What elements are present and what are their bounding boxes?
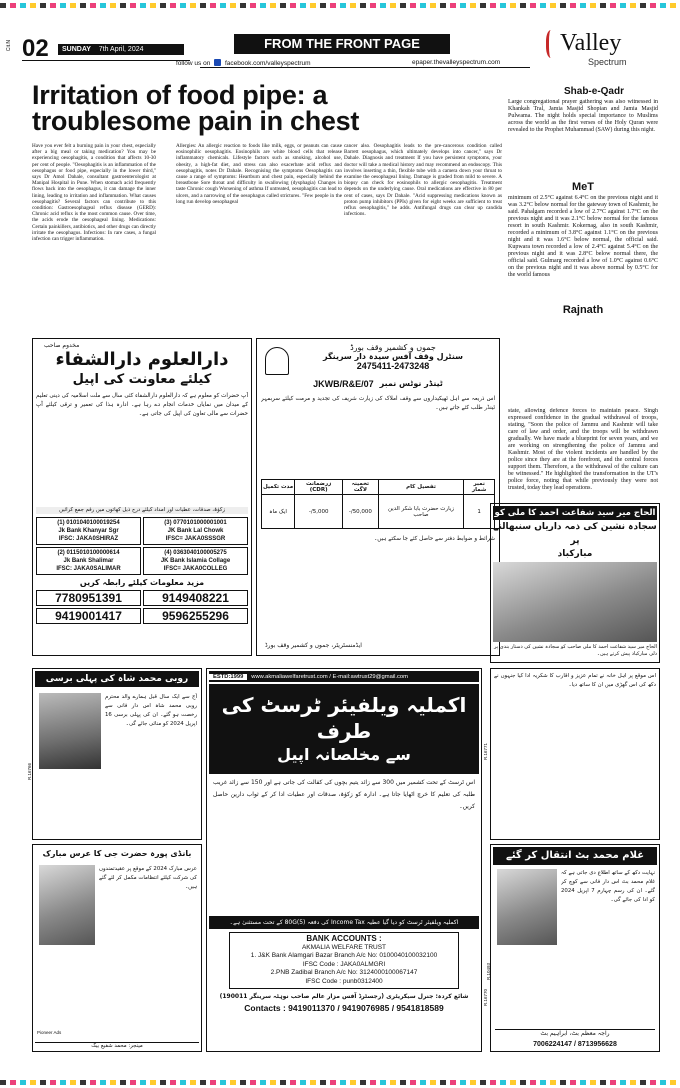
waqf-tender-ad bbox=[256, 338, 500, 656]
akmalia-tax-note: اکملیہ ویلفیئر ٹرسٹ کو دیا گیا عطیہ Income Tax کی دفعہ 80G(5) کے تحت مستثنیٰ ہے۔ bbox=[209, 916, 479, 929]
shab-text: Large congregational prayer gathering was also witnessed in Khankah Tral, Jamia Masjid Shopian and Jamia Masjid Pulwama. The night holds special importance to Muslims across the world as the first verses of the Holy Quran were revealed to the Prophet Muhammad (SAW) during this night. bbox=[508, 99, 658, 133]
logo-sub: Spectrum bbox=[588, 57, 627, 67]
waqf-tender-row bbox=[261, 379, 495, 389]
barsi-ad bbox=[27, 668, 202, 840]
waqf-body: اس ذریعہ سے اہل ٹھیکیداروں سے وقف املاک کی زیارت شریف کی تجدید و مرمت کیلئے سربمہر ٹینڈر طلب کئے جاتے ہیں۔ bbox=[261, 396, 495, 411]
bank-no: (2) 0115010100000614 bbox=[57, 550, 120, 556]
waqf-logo-icon bbox=[265, 347, 289, 375]
table-cell: 5,000/- bbox=[295, 495, 343, 529]
darul-phone-grid bbox=[36, 590, 248, 624]
logo-main: Valley bbox=[560, 30, 622, 56]
table-header: مدت تکمیل bbox=[262, 480, 295, 495]
table-header: نمبر شمار bbox=[464, 480, 495, 495]
akmalia-trust-name: AKMALIA WELFARE TRUST bbox=[301, 943, 387, 951]
mubarakbad-photo bbox=[493, 562, 657, 642]
bank-ifsc: IFSC: JAKA0SHIRAZ bbox=[58, 536, 119, 542]
akmalia-bank-1-ifsc: IFSC Code : JAKA0ALMGRI bbox=[302, 960, 386, 968]
bank-box-4 bbox=[143, 547, 248, 575]
bank-no: (1) 0101040100019254 bbox=[57, 520, 120, 526]
hazrat-photo bbox=[39, 865, 95, 945]
rajnath-text: state, allowing defence forces to maintain peace. Singh expressed confidence in the gradual withdrawal of troops, stating, "Soon the police of Jammu and Kashmir will take care of law and order, and the troops will be withdrawn gradually. We have made a blueprint for seven years, and we are working on strengthening the police of Jammu and Kashmir. Most of the violent incidents are handled by the police since they are at the forefront, and the central forces support them. Therefore, a the withdrawal of the culture can be witnessed." He highlighted the transformation in the UT's police force, noting that while previously they were not trusted, today they lead operations. bbox=[508, 408, 658, 491]
bank-box-1 bbox=[36, 517, 141, 545]
side-notice-ro: R.16771 bbox=[483, 742, 489, 761]
waqf-signed: ایڈمنسٹریٹر، جموں و کشمیر وقف بورڈ bbox=[265, 642, 362, 649]
story-col3: cancer also. Oesophagitis leads to the pre-cancerous condition called Barrett oesophagus, which ultimately develops into cancer," says Dr Dahale. Diagnosis and treatment If you have persistent symptoms, your doctor will take a medical history and may recommend an endoscopy. This involves inserting a thin, flexible tube with a camera down your throat to examine the oesophageal lining. Damage is graded from mild to severe. A biopsy can check for eosinophils to allergic oesophagitis. Treatment depends on the underlying cause. Oral medications are effective in 80 per cent of cases, says Dr Dahale. "Acid suppressing medications known as proton pump inhibitors (PPIs) given for eight weeks are sufficient to treat reflux oesophagitis," he adds. Antifungal drugs can clear up candida infections. bbox=[344, 143, 502, 218]
mubarakbad-body: الحاج میر سید شفاعت احمد کا ملی صاحب کو سجادہ نشین کی دستار بندی پر دلی مبارکباد پیش کرتے ہیں۔ bbox=[494, 644, 657, 657]
waqf-board: جموں و کشمیر وقف بورڈ bbox=[350, 343, 436, 352]
waqf-office: سنٹرل وقف آفس سیدہ دار سرینگر bbox=[323, 352, 463, 361]
shab-title: Shab-e-Qadr bbox=[563, 86, 624, 97]
date-strip bbox=[58, 44, 184, 55]
akmalia-ro: R.10493 bbox=[485, 962, 491, 981]
darul-title: دارالعلوم دارالشفاء bbox=[55, 349, 229, 370]
darul-footer-label: مزید معلومات کیلئے رابطہ کریں bbox=[79, 578, 205, 587]
header-rule bbox=[200, 67, 530, 68]
follow-label: follow us on bbox=[176, 60, 211, 67]
registration-marks-top bbox=[0, 3, 680, 8]
side-notice-body: اس موقع پر اہل خانہ نے تمام عزیز و اقارب کا شکریہ ادا کیا جنہوں نے دکھ کی اس گھڑی میں ان کا ساتھ دیا۔ bbox=[494, 673, 656, 688]
table-cell: 50,000/- bbox=[343, 495, 378, 529]
darul-body: آپ حضرات کو معلوم ہے کہ دارالعلوم دارالشفاء کئی سال سے ملت اسلامیہ کی دینی تعلیم کے میدان میں نمایاں خدمات انجام دے رہا ہے۔ ادارہ ہذا کی تعمیر و ترقی کیلئے آپ حضرات سے مالی تعاون کی اپیل کی جاتی ہے۔ bbox=[36, 393, 248, 417]
bank-no: (3) 0770101000001001 bbox=[164, 520, 227, 526]
facebook-icon bbox=[214, 59, 221, 66]
hazrat-body: عرس مبارک 2024 کے موقع پر عقیدتمندوں کی شرکت کیلئے انتظامات مکمل کر لئے گئے ہیں۔ bbox=[99, 866, 197, 890]
waqf-table bbox=[261, 479, 495, 529]
obit-photo bbox=[497, 869, 557, 945]
akmalia-address: شائع کردہ: جنرل سیکریٹری (رجسٹرڈ آفس مزار عالم صاحب نوہٹہ سرینگر 190011) bbox=[219, 993, 469, 1000]
akmalia-bank-1: 1. J&K Bank Alamgari Bazar Branch A/c No: 0100040100032100 bbox=[250, 952, 438, 959]
side-notice-ad bbox=[483, 668, 660, 840]
logo bbox=[548, 28, 638, 70]
tender-label: ٹینڈر نوٹس نمبر bbox=[379, 379, 443, 388]
section-banner: FROM THE FRONT PAGE bbox=[234, 34, 450, 54]
bank-ifsc: IFSC: JAKA0SALIMAR bbox=[56, 566, 121, 572]
bank-name: JK Bank Islamia Collage bbox=[160, 558, 231, 564]
akmalia-estd: ESTD:1999 bbox=[209, 674, 247, 680]
barsi-photo bbox=[39, 693, 101, 769]
table-header: تخمینہ لاگت bbox=[343, 480, 378, 495]
akmalia-top-bar bbox=[209, 671, 479, 682]
met-text: minimum of 2.5°C against 6.4°C on the previous night and it was 3.2°C below normal for the gateway town of Kashmir, he said. Pahalgam recorded a low of 2.7°C against 1.7°C on the previous night and it was 2.1°C below normal for the famous resort in south Kashmir. Kokernag, also in south Kashmir, recorded a minimum of 3.8°C against 1.1°C on the previous night and it was 1.6°C below normal, the official said. Kupwara town recorded a low of 2.4°C against 5.4°C on the previous night and it was 2.8°C below normal there, the official said. Gulmarg recorded a low of 1.0°C against 0.6°C on the previous night and it was above normal by 0.5°C for the world famous bbox=[508, 195, 658, 278]
bank-ifsc: IFSC= JAKA0COLLEG bbox=[163, 566, 228, 572]
table-header-row bbox=[262, 480, 495, 495]
akmalia-title-box bbox=[209, 684, 479, 774]
headline-line2: troublesome pain in chest bbox=[32, 106, 360, 136]
obit-phones[interactable]: 7006224147 / 8713956628 bbox=[533, 1041, 617, 1048]
darul-uloom-ad bbox=[32, 338, 252, 656]
akmalia-title-1: اکملیہ ویلفیئر ٹرسٹ کی طرف bbox=[221, 693, 467, 743]
barsi-body: آج سے ایک سال قبل ہمارے والد محترم روبی محمد شاہ اس دار فانی سے رخصت ہو گئے۔ ان کی پہلی برسی 16 اپریل 2024 کو منائی جائے گی۔ bbox=[105, 694, 197, 727]
table-header: زرضمانت (CDR) bbox=[295, 480, 343, 495]
side-label: Cit.N bbox=[6, 40, 12, 52]
darul-bank-grid bbox=[36, 517, 248, 575]
rajnath-title: Rajnath bbox=[562, 304, 604, 316]
barsi-title: روبی محمد شاہ کی پہلی برسی bbox=[35, 671, 199, 687]
obit-footer: راجہ معظم بٹ، ابراہیم بٹ bbox=[495, 1029, 655, 1037]
obit-body: نہایت دکھ کے ساتھ اطلاع دی جاتی ہے کہ غلام محمد بٹ اس دار فانی سے کوچ کر گئے۔ ان کی رسم چہارم 7 اپریل 2024 کو ادا کی جائے گی۔ bbox=[561, 870, 655, 903]
akmalia-url[interactable]: www.akmaliawelfaretrust.com / E-mail:awtrust29@gmail.com bbox=[251, 673, 408, 680]
mubarakbad-ad bbox=[490, 503, 660, 663]
waqf-notes: شرائط و ضوابط دفتر سے حاصل کئے جا سکتے ہیں۔ bbox=[373, 536, 495, 542]
bank-name: Jk Bank Shalimar bbox=[63, 558, 114, 564]
table-cell: 1 bbox=[464, 495, 495, 529]
akmalia-body: اس ٹرسٹ کے تحت کشمیر میں 300 سے زائد یتیم بچوں کی کفالت کی جاتی ہے اور 150 سے زائد غریب طلبہ کی تعلیم کا خرچ اٹھایا جاتا ہے۔ ادارہ کو زکوٰۃ، صدقات اور عطیات ادا کر کے ثواب دارین حاصل کریں۔ bbox=[213, 779, 475, 810]
met-title: MeT bbox=[572, 181, 594, 193]
darul-top-label: مخدوم صاحب bbox=[44, 342, 80, 349]
akmalia-title-2: سے مخلصانہ اپیل bbox=[277, 745, 411, 764]
phone-3[interactable]: 9419001417 bbox=[36, 608, 141, 624]
bank-box-2 bbox=[36, 547, 141, 575]
phone-1[interactable]: 7780951391 bbox=[36, 590, 141, 606]
rajnath-photo bbox=[508, 318, 658, 408]
obit-title: غلام محمد بٹ انتقال کر گئے bbox=[493, 847, 657, 865]
headline bbox=[32, 82, 432, 134]
registration-marks-bottom bbox=[0, 1080, 680, 1085]
hazrat-ad bbox=[32, 844, 202, 1052]
date-label: 7th April, 2024 bbox=[98, 46, 144, 53]
mubarakbad-title-2: سجادہ نشین کی ذمہ داریاں سنبھالنے پر bbox=[493, 522, 657, 546]
phone-2[interactable]: 9149408221 bbox=[143, 590, 248, 606]
mubarakbad-title-1: الحاج میر سید شفاعت احمد کا ملی کو bbox=[494, 508, 656, 518]
follow-row bbox=[176, 59, 311, 67]
akmalia-bank-title: BANK ACCOUNTS : bbox=[306, 934, 382, 943]
tender-no: JKWB/R&E/07 bbox=[313, 379, 374, 389]
obit-ro: R.16770 bbox=[483, 988, 489, 1007]
akmalia-bank-2-ifsc: IFSC Code : punb0312400 bbox=[305, 977, 383, 985]
logo-swoosh-icon bbox=[546, 30, 558, 58]
akmalia-bank-2: 2.PNB Zadibal Branch A/c No: 3124000100067147 bbox=[270, 969, 418, 976]
epaper-link[interactable]: epaper.thevalleyspectrum.com bbox=[412, 59, 501, 66]
hazrat-footer: مینجر: محمد شفیع بیگ bbox=[35, 1042, 199, 1049]
waqf-phone: 2475411-2473248 bbox=[356, 361, 430, 371]
darul-banks-header: زکوٰۃ، صدقات، عطیات اور امداد کیلئے درج ذیل کھاتوں میں رقم جمع کرائیں bbox=[36, 507, 248, 514]
story-col1: Have you ever felt a burning pain in your chest, especially after a big meal or taking medication? You may be experiencing oesophagitis, a condition that affects 10-30 per cent of people. "Oesophagitis is an inflammation of the oesophagus or food pipe, especially in the lower third," says Dr Amol Dahale, consultant gastroenterologist at Manipal Hospital in Pune. When stomach acid frequently flows back into the oesophagus, it can damage the inner lining, leading to irritation and inflammation. What causes oesophagitis? Several factors can contribute to this condition: Gastroesophageal reflux disease (GERD): Chronic acid reflux is the most common cause. Over time, the acids erode the oesophageal lining. Medications: Certain painkillers, antibiotics, and other drugs can directly irritate the oesophagus. Infections: In rare cases, a fungal infection can trigger inflammation. bbox=[32, 143, 156, 243]
table-header: تفصیل کام bbox=[378, 480, 464, 495]
bank-no: (4) 0363040100005275 bbox=[164, 550, 227, 556]
hazrat-title: بانڈی پورہ حضرت جی کا عرس مبارک bbox=[42, 849, 192, 858]
table-cell: ایک ماہ bbox=[262, 495, 295, 529]
page-number: 02 bbox=[22, 35, 49, 62]
facebook-link[interactable]: facebook.com/valleyspectrum bbox=[224, 60, 311, 67]
mubarakbad-title-3: مبارکباد bbox=[557, 549, 593, 559]
headline-line1: Irritation of food pipe: a bbox=[32, 80, 328, 110]
hazrat-ro: Pioneer Ads bbox=[37, 1030, 62, 1035]
phone-4[interactable]: 9596255296 bbox=[143, 608, 248, 624]
story-col2: Allergies: An allergic reaction to foods like milk, eggs, or peanuts can cause eosinophilic oesophagitis. Eosinophils are white blood cells that release inflammatory chemicals. Lifestyle factors such as smoking, alcohol use, obesity, a high-fat diet, and stress can also exacerbate acid reflux and oesophagitis, notes Dr Dahale. Recognising the symptoms Oesophagitis can cause a range of symptoms: Heartburn and chest pain, especially behind the breastbone Sore throat and difficulty in swallowing (dysphagia) Changes in taste Chronic cough Worsening of asthma If untreated, oesophagitis can lead to ulcers, and a narrowing of the oesophagus called strictures. "Few people in the long run develop oesophageal bbox=[176, 143, 342, 205]
bank-box-3 bbox=[143, 517, 248, 545]
bank-name: JK Bank Lal Chowk bbox=[167, 528, 224, 534]
table-cell: زیارت حضرت بابا شکر الدین صاحب bbox=[378, 495, 464, 529]
day-label: SUNDAY bbox=[62, 46, 91, 53]
akmalia-contacts[interactable]: Contacts : 9419011370 / 9419076985 / 9541818589 bbox=[244, 1003, 444, 1013]
barsi-ro: R.16766 bbox=[27, 762, 33, 781]
table-row bbox=[262, 495, 495, 529]
darul-subtitle: کیلئے معاونت کی اپیل bbox=[72, 372, 212, 387]
bank-ifsc: IFSC= JAKA0SSSGR bbox=[165, 536, 226, 542]
date-underline bbox=[22, 60, 190, 61]
akmalia-bank-box bbox=[229, 932, 459, 989]
bank-name: Jk Bank Khanyar Sgr bbox=[58, 528, 119, 534]
